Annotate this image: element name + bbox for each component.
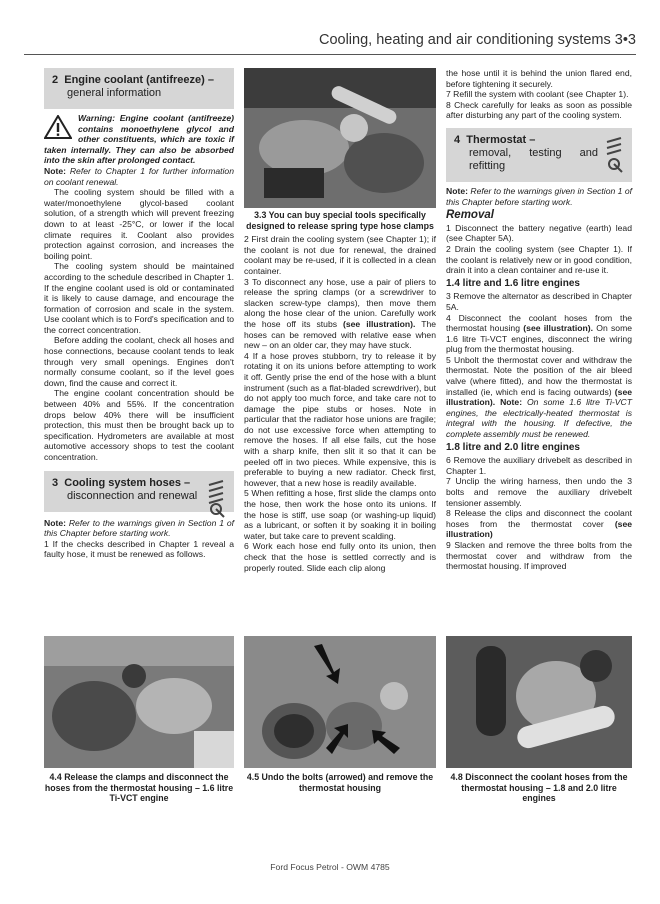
illustration-ref: (see illustration). xyxy=(343,318,416,329)
paragraph: the hose until it is behind the union flared end, before tightening it securely. xyxy=(446,68,632,89)
paragraph-end: The hoses can be removed with relative ease when new – on an older car, they may have stuck. xyxy=(244,318,437,351)
paragraph: 1 Disconnect the battery negative (earth) lead (see Chapter 5A). xyxy=(446,222,632,244)
note-label: Note: xyxy=(500,397,523,408)
photo-caption: 3.3 You can buy special tools specifically designed to release spring type hose clamps xyxy=(246,210,434,231)
warning-icon xyxy=(44,115,72,139)
photo-4-8 xyxy=(446,636,632,768)
paragraph: The engine coolant concentration should be between 40% and 55%. If the concentration drops below 40% there will be insufficient protection, this must then be brought back up to specification. Hydrometers are available at most automotive accessory shops to test the coolant concentration. xyxy=(44,388,234,462)
paragraph: 2 First drain the cooling system (see Chapter 1); if the coolant is not due for renewal, the drained coolant may be re-used, if it is collected in a clean container. xyxy=(244,234,436,276)
photo-4-5 xyxy=(244,636,436,768)
caption-4-5: 4.5 Undo the bolts (arrowed) and remove the thermostat housing xyxy=(246,772,434,793)
column-left xyxy=(44,68,234,560)
paragraph: 4 If a hose proves stubborn, try to release it by rotating it on its unions before attempting to work it off. Gently prise the end of the hose with a blunt instrument (such as a flat-bladed screwdriver), but do not apply too much force, and take care not to damage the pipe stubs or hoses. Note in particular that the radiator hose unions are fragile; do not use excessive force when attempting to remove the hoses. If all else fails, cut the hose with a sharp knife, then slit it so that it can be peeled off in two pieces. While expensive, this is preferable to buying a new radiator. Check first, however, that a new hose is readily available. xyxy=(244,350,436,488)
paragraph: 1 If the checks described in Chapter 1 reveal a faulty hose, it must be renewed as follows. xyxy=(44,538,234,560)
note-text: On some 1.6 litre Ti-VCT engines, the electrically-heated thermostat is integral with the housing. If defective, the complete assembly must be renewed. xyxy=(446,397,632,440)
column-middle xyxy=(244,210,436,573)
paragraph: The cooling system should be maintained according to the schedule described in Chapter 1. If the engine coolant used is old or contaminated it is likely to cause damage, and encourage the formation of corrosion and scale in the system. Use coolant which is to Ford's specification and to the correct concentration. xyxy=(44,261,234,335)
paragraph: 7 Refill the system with coolant (see Chapter 1). xyxy=(446,89,629,100)
caption-4-8: 4.8 Disconnect the coolant hoses from the thermostat housing – 1.8 and 2.0 litre engines xyxy=(450,772,628,804)
section-subtitle: general information xyxy=(67,87,162,99)
section-number: 4 xyxy=(454,133,461,146)
caption-4-4: 4.4 Release the clamps and disconnect the hoses from the thermostat housing – 1.6 litre Ti-VCT engine xyxy=(44,772,234,804)
section-title: Engine coolant (antifreeze) – xyxy=(64,74,214,86)
removal-heading: Removal xyxy=(446,209,494,222)
note-text: Refer to Chapter 1 for further information on coolant renewal. xyxy=(44,165,234,187)
paragraph: 5 Unbolt the thermostat cover and withdraw the thermostat. Note the position of the air bleed valve (where fitted), and how the thermostat is installed (ie, which end is facing outwards) xyxy=(446,354,632,397)
paragraph: 2 Drain the cooling system (see Chapter 1). If the coolant is relatively new or in good condition, drain it into a clean container and re-use it. xyxy=(446,243,632,276)
paragraph: 3 To disconnect any hose, use a pair of pliers to release the spring clamps (or a screwdriver to slacken screw-type clamps), then move them along the hose clear of the union. Carefully work the hose off its stubs xyxy=(244,276,436,329)
coolant-hoses-photo xyxy=(446,636,632,768)
paragraph: 4 Disconnect the coolant hoses from the thermostat housing xyxy=(446,312,632,334)
paragraph: Before adding the coolant, check all hoses and hose connections, because coolant tends to leak through very small openings. Engines don't normally consume coolant, so if the level goes down, find the cause and correct it. xyxy=(44,335,234,388)
section-3-heading xyxy=(44,471,234,512)
note-label: Note: xyxy=(44,165,66,176)
note-text: Refer to the warnings given in Section 1 of this Chapter before starting work. xyxy=(446,185,633,207)
warning-block xyxy=(44,113,234,166)
page-footer: Ford Focus Petrol - OWM 4785 xyxy=(270,862,390,872)
wrench-rating-icon xyxy=(206,479,228,519)
paragraph: 8 Release the clips and disconnect the coolant hoses from the thermostat cover xyxy=(446,508,632,529)
section-2-heading xyxy=(44,68,234,109)
section-title: Thermostat – xyxy=(466,133,536,146)
page-header xyxy=(24,32,636,54)
header-rule xyxy=(24,54,636,55)
engine-photo-image xyxy=(244,68,436,208)
paragraph: 9 Slacken and remove the three bolts from the thermostat cover and withdraw from the thermostat housing. If improved xyxy=(446,539,632,572)
photo-3-3 xyxy=(244,68,436,208)
subheading: 1.4 litre and 1.6 litre engines xyxy=(446,277,580,289)
section-title: Cooling system hoses – xyxy=(64,476,191,489)
paragraph: 3 Remove the alternator as described in Chapter 5A. xyxy=(446,291,632,312)
illustration-ref: (see illustration) xyxy=(446,518,633,540)
paragraph-end: On some 1.6 litre Ti-VCT engines, disconnect the wiring plug from the thermostat housing. xyxy=(446,323,633,355)
paragraph: 5 When refitting a hose, first slide the clamps onto the hose, then work the hose onto its unions. If the hose is stiff, use soap (or washing-up liquid) as a lubricant, or soften it by soaking it in boiling water, but take care to prevent scalding. xyxy=(244,488,436,541)
warning-text: Warning: Engine coolant (antifreeze) contains monoethylene glycol and other constituents, which are toxic if taken internally. They can also be absorbed into the skin after prolonged contact. xyxy=(44,113,234,166)
paragraph: 6 Remove the auxiliary drivebelt as described in Chapter 1. xyxy=(446,455,632,476)
paragraph: 8 Check carefully for leaks as soon as possible after disturbing any part of the cooling system. xyxy=(446,99,632,121)
note-text: Refer to the warnings given in Section 1 of this Chapter before starting work. xyxy=(44,517,235,539)
section-subtitle: removal, testing and refitting xyxy=(469,146,598,172)
paragraph: 7 Unclip the wiring harness, then undo the 3 bolts and remove the auxiliary drivebelt tensioner assembly. xyxy=(446,476,632,508)
subheading: 1.8 litre and 2.0 litre engines xyxy=(446,441,580,453)
note-label: Note: xyxy=(44,517,66,528)
paragraph: The cooling system should be filled with a water/monoethylene glycol-based coolant solution, of a strength which will prevent freezing down to at least -25°C, or lower if the local climate requires it. Coolant also provides protection against corrosion, and increases the boiling point. xyxy=(44,187,234,261)
section-number: 3 xyxy=(52,476,59,489)
illustration-ref: (see illustration). xyxy=(523,323,593,334)
paragraph: 6 Work each hose end fully onto its union, then check that the hose is settled correctly and is properly routed. Slide each clip along xyxy=(244,541,436,573)
section-subtitle: disconnection and renewal xyxy=(67,489,198,502)
section-4-heading xyxy=(446,128,632,182)
page-title: Cooling, heating and air conditioning systems 3•3 xyxy=(318,32,636,48)
thermostat-housing-photo xyxy=(44,636,234,768)
column-right xyxy=(446,68,632,572)
thermostat-bolts-photo xyxy=(244,636,436,768)
wrench-rating-icon xyxy=(604,136,626,176)
photo-4-4 xyxy=(44,636,234,768)
note-label: Note: xyxy=(446,185,468,196)
illustration-ref: (see illustration). xyxy=(446,386,632,408)
section-number: 2 xyxy=(52,74,59,86)
